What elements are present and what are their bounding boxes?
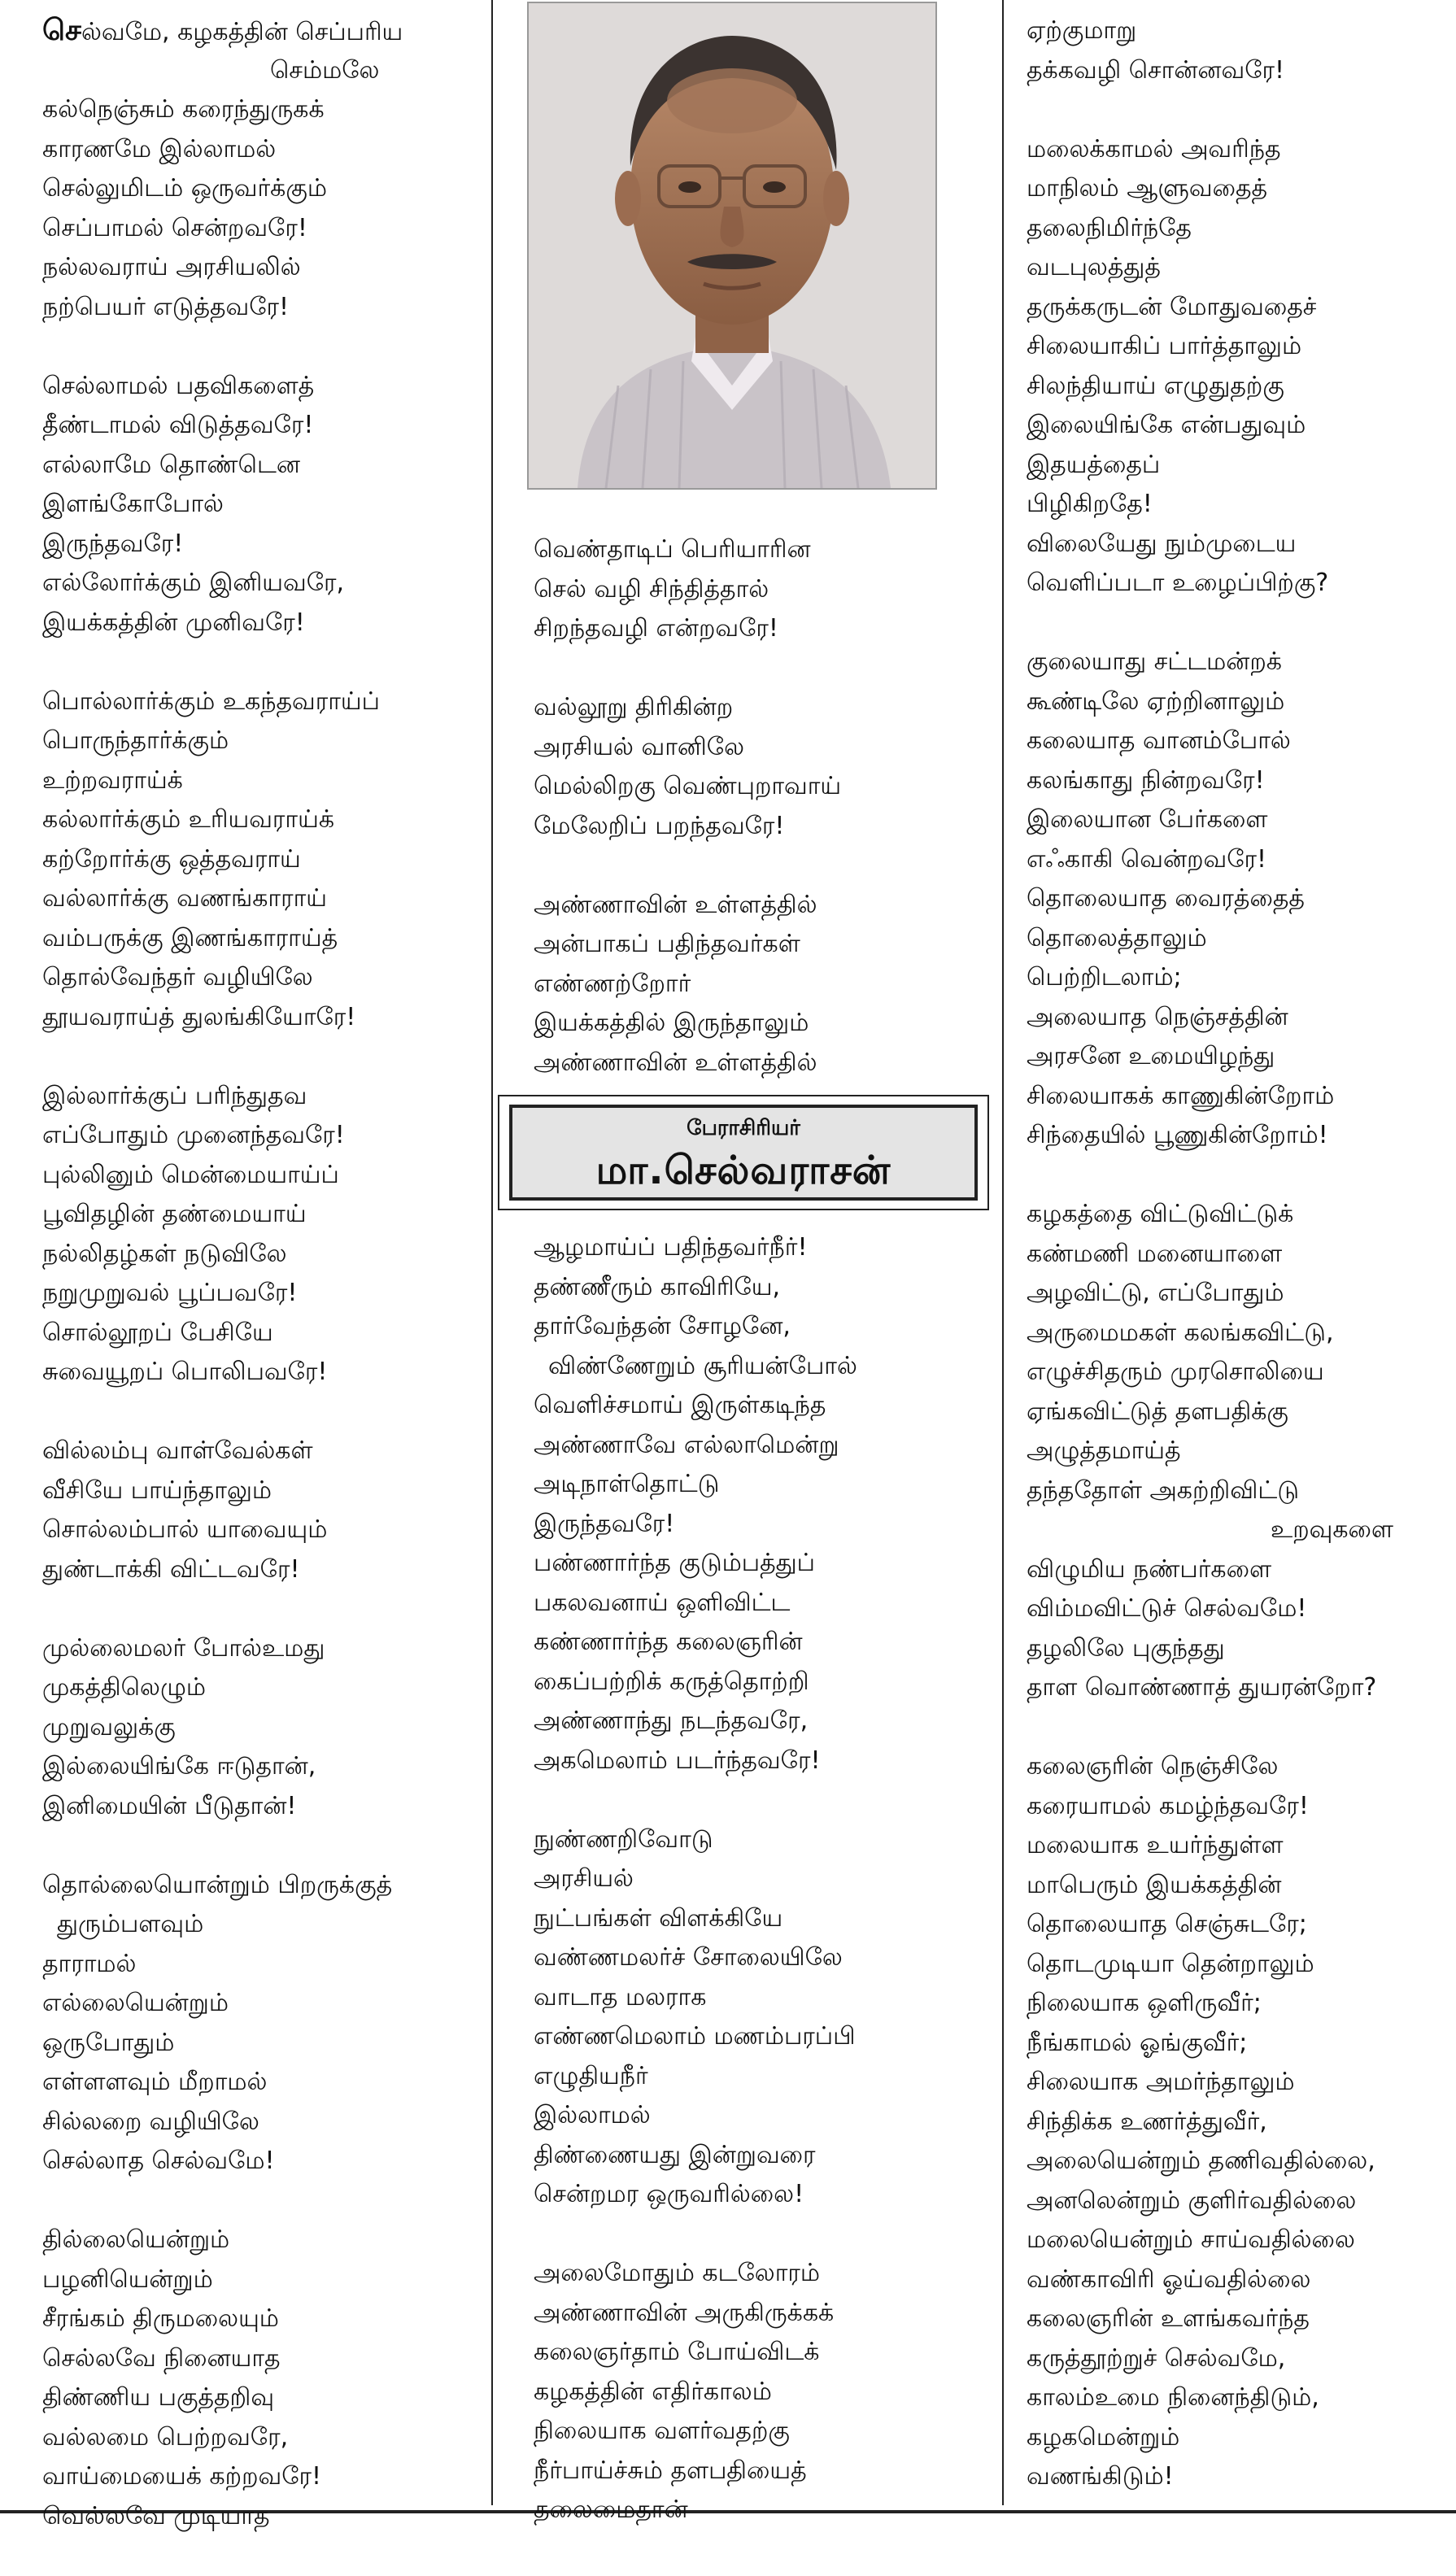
poem-line: நீங்காமல் ஓங்குவீர்;: [1027, 2028, 1248, 2057]
column-divider-right: [1002, 0, 1004, 2505]
poem-line: கலைஞர்தாம் போய்விடக்: [534, 2338, 820, 2366]
poem-line: செப்பாமல் சென்றவரே!: [42, 213, 307, 242]
poem-line: அழவிட்டு, எப்போதும்: [1027, 1279, 1284, 1307]
poem-line: தாராமல்: [42, 1949, 137, 1978]
poem-line: நற்பெயர் எடுத்தவரே!: [42, 292, 290, 321]
poem-line: எழுதியநீர்: [534, 2061, 648, 2090]
poem-line: கைப்பற்றிக் கருத்தொற்றி: [534, 1667, 809, 1696]
poem-line: எல்லையென்றும்: [42, 1989, 229, 2017]
lead-rest: ல்வமே, கழகத்தின் செப்பரிய: [81, 18, 403, 46]
stanza: [1027, 643, 1449, 1156]
poem-line: சீரங்கம் திருமலையும்: [42, 2304, 279, 2333]
poem-line: [42, 11, 482, 51]
poem-line: இயக்கத்தில் இருந்தாலும்: [534, 1009, 809, 1037]
poem-line: வில்லம்பு வாள்வேல்கள்: [42, 1436, 313, 1465]
author-name: மா.செல்வராசன்: [595, 1148, 891, 1193]
stanza: [42, 1077, 482, 1393]
stanza: [534, 688, 973, 846]
poem-line: தழலிலே புகுந்தது: [1027, 1633, 1225, 1663]
poem-line: திண்ணிய பகுத்தறிவு: [42, 2383, 275, 2412]
poem-line: மலையாக உயர்ந்துள்ள: [1027, 1831, 1284, 1859]
poem-line: முறுவலுக்கு: [42, 1712, 176, 1741]
poem-line: கருத்தூற்றுச் செல்வமே,: [1027, 2343, 1286, 2373]
poem-line: வீசியே பாய்ந்தாலும்: [42, 1475, 272, 1505]
poem-line: அரசியல் வானிலே: [534, 732, 744, 761]
poem-line: தொலையாத செஞ்சுடரே;: [1027, 1910, 1307, 1938]
poem-line: இலையான பேர்களை: [1027, 805, 1268, 834]
poem-line: கண்மணி மனையாளை: [1027, 1239, 1283, 1268]
poem-line: அண்ணாவின் உள்ளத்தில்: [534, 890, 817, 919]
poem-line: அனலென்றும் குளிர்வதில்லை: [1027, 2186, 1357, 2215]
poem-line: வண்காவிரி ஓய்வதில்லை: [1027, 2264, 1311, 2294]
poem-line: தில்லையென்றும்: [42, 2225, 230, 2254]
stanza: [1027, 1195, 1449, 1708]
stanza: [42, 367, 482, 643]
poem-line: அகமெலாம் படர்ந்தவரே!: [534, 1746, 821, 1775]
poem-line: வெண்தாடிப் பெரியாரின: [534, 535, 811, 564]
poem-line: இலையிங்கே என்பதுவும்: [1027, 411, 1306, 439]
poem-line: சிந்தையில் பூணுகின்றோம்!: [1027, 1121, 1328, 1149]
stanza: [42, 1629, 482, 1827]
poem-line: தலைநிமிர்ந்தே: [1027, 213, 1192, 242]
poem-line: இருந்தவரே!: [42, 529, 184, 558]
stanza: [42, 11, 482, 327]
stanza: [534, 2254, 973, 2530]
poem-line: தீண்டாமல் விடுத்தவரே!: [42, 411, 314, 439]
poem-line: தார்வேந்தன் சோழனே,: [534, 1312, 791, 1340]
poem-line: உறவுகளை: [1271, 1515, 1393, 1544]
poem-line: எப்போதும் முனைந்தவரே!: [42, 1121, 345, 1149]
poem-line: அரசியல்: [534, 1864, 634, 1893]
poem-line: வடபுலத்துத்: [1027, 253, 1161, 281]
poem-line: கழகத்தை விட்டுவிட்டுக்: [1027, 1200, 1294, 1228]
poem-line: அரசனே உமையிழந்து: [1027, 1042, 1275, 1070]
poem-line: மெல்லிறகு வெண்புறாவாய்: [534, 772, 842, 800]
stanza: [534, 530, 973, 649]
poem-line: சென்றமர ஒருவரில்லை!: [534, 2180, 804, 2208]
poem-line: தூயவராய்த் துலங்கியோரே!: [42, 1002, 356, 1031]
poem-line: கலைஞரின் உளங்கவர்ந்த: [1027, 2304, 1310, 2333]
poem-line: காரணமே இல்லாமல்: [42, 134, 277, 163]
poem-line: கல்லார்க்கும் உரியவராய்க்: [42, 805, 335, 834]
poem-line: பொருந்தார்க்கும்: [42, 726, 229, 755]
poem-line: எல்லாமே தொண்டென: [42, 450, 300, 479]
poem-line: எண்ணற்றோர்: [534, 969, 691, 998]
poem-line: ஆழமாய்ப் பதிந்தவர்நீர்!: [534, 1233, 808, 1262]
poem-line: தண்ணீரும் காவிரியே,: [534, 1272, 781, 1301]
poem-line: வெளிச்சமாய் இருள்கடிந்த: [534, 1391, 826, 1419]
poem-line: கழகத்தின் எதிர்காலம்: [534, 2377, 772, 2406]
poem-line: இல்லையிங்கே ஈடுதான்,: [42, 1752, 316, 1781]
poem-line: விலையேது நும்முடைய: [1027, 529, 1297, 558]
poem-line: பூவிதழின் தண்மையாய்: [42, 1200, 307, 1228]
poem-line: அலையாத நெஞ்சத்தின்: [1027, 1002, 1288, 1031]
poem-line: தொலையாத வைரத்தைத்: [1027, 884, 1305, 913]
poem-line: ஏற்குமாறு: [1027, 16, 1137, 45]
poem-line: தொடமுடியா தென்றாலும்: [1027, 1949, 1314, 1978]
poem-line: பிழிகிறதே!: [1027, 490, 1153, 518]
stanza: [1027, 130, 1449, 604]
poem-line: நிலையாக வளர்வதற்கு: [534, 2417, 790, 2445]
poem-line: செல்லாமல் பதவிகளைத்: [42, 371, 315, 400]
poem-line: அண்ணாவே எல்லாமென்று: [534, 1430, 839, 1459]
poem-line: துரும்பளவும்: [57, 1910, 204, 1938]
poem-line: தாள வொண்ணாத் துயரன்றோ?: [1027, 1673, 1377, 1702]
poem-line: அன்பாகப் பதிந்தவர்கள்: [534, 930, 800, 958]
poem-line: வெளிப்படா உழைப்பிற்கு?: [1027, 569, 1329, 597]
poem-line: சிலையாக அமர்ந்தாலும்: [1027, 2068, 1295, 2096]
poem-line: எண்ணமெலாம் மணம்பரப்பி: [534, 2022, 856, 2051]
poem-line: கலங்காது நின்றவரே!: [1027, 765, 1265, 795]
poem-line: விம்மவிட்டுச் செல்வமே!: [1027, 1594, 1307, 1623]
poem-line: குலையாது சட்டமன்றக்: [1027, 647, 1282, 676]
poem-line: பகலவனாய் ஒளிவிட்ட: [534, 1588, 791, 1617]
poem-line: முகத்திலெழும்: [42, 1673, 207, 1702]
poem-line: எள்ளளவும் மீறாமல்: [42, 2068, 268, 2096]
poem-line: விண்ணேறும் சூரியன்போல்: [548, 1351, 857, 1380]
poem-line: செம்மலே: [270, 55, 380, 85]
poem-line: கழகமென்றும்: [1027, 2422, 1180, 2452]
poem-line: மாபெரும் இயக்கத்தின்: [1027, 1870, 1282, 1899]
poem-line: சுவையூறப் பொலிபவரே!: [42, 1358, 328, 1386]
stanza: [1027, 11, 1449, 90]
poem-line: நல்லவராய் அரசியலில்: [42, 253, 301, 281]
poem-line: இளங்கோபோல்: [42, 490, 224, 518]
poem-line: ஏங்கவிட்டுத் தளபதிக்கு: [1027, 1397, 1288, 1426]
poem-line: கரையாமல் கமழ்ந்தவரே!: [1027, 1791, 1309, 1820]
poem-line: வல்லார்க்கு வணங்காராய்: [42, 884, 327, 913]
poem-line: நீர்பாய்ச்சும் தளபதியைத்: [534, 2456, 807, 2485]
poem-line: அலையென்றும் தணிவதில்லை,: [1027, 2147, 1375, 2175]
poem-line: கண்ணார்ந்த கலைஞரின்: [534, 1628, 803, 1656]
poem-line: இல்லாமல்: [534, 2101, 651, 2129]
poem-line: வெல்லவே முடியாத: [42, 2501, 270, 2530]
stanza: [42, 682, 482, 1038]
poem-line: தருக்கருடன் மோதுவதைச்: [1027, 292, 1317, 321]
poem-line: எழுச்சிதரும் முரசொலியை: [1027, 1358, 1324, 1386]
poem-line: மலையென்றும் சாய்வதில்லை: [1027, 2225, 1355, 2254]
poem-line: தொலைத்தாலும்: [1027, 923, 1207, 952]
poem-line: இல்லார்க்குப் பரிந்துதவ: [42, 1081, 307, 1110]
poem-line: இயக்கத்தின் முனிவரே!: [42, 608, 305, 637]
poem-line: பழனியென்றும்: [42, 2264, 213, 2294]
author-title: பேராசிரியர்: [687, 1116, 800, 1140]
poem-line: அழுத்தமாய்த்: [1027, 1436, 1181, 1465]
poem-line: வாடாத மலராக: [534, 1982, 707, 2012]
portrait-illustration: [529, 3, 935, 488]
poem-line: கற்றோர்க்கு ஒத்தவராய்: [42, 844, 301, 874]
poem-line: இருந்தவரே!: [534, 1509, 675, 1538]
stanza: [534, 1228, 973, 1781]
poem-line: திண்ணையது இன்றுவரை: [534, 2140, 816, 2169]
poem-line: பண்ணார்ந்த குடும்பத்துப்: [534, 1549, 815, 1577]
poem-line: செல்லவே நினையாத: [42, 2343, 281, 2373]
poem-line: முல்லைமலர் போல்உமது: [42, 1633, 325, 1663]
poem-line: அண்ணாவின் அருகிருக்கக்: [534, 2298, 835, 2327]
poem-line: தொல்வேந்தர் வழியிலே: [42, 963, 313, 992]
poem-line: மலைக்காமல் அவரிந்த: [1027, 134, 1281, 163]
poem-line: வம்பருக்கு இணங்காராய்த்: [42, 923, 338, 952]
poem-line: நுட்பங்கள் விளக்கியே: [534, 1903, 783, 1933]
poem-line: அண்ணாவின் உள்ளத்தில்: [534, 1048, 817, 1077]
poem-line: வல்லமை பெற்றவரே,: [42, 2422, 289, 2452]
poem-line: கலையாத வானம்போல்: [1027, 726, 1291, 755]
poem-column-middle-top: [534, 530, 973, 1122]
author-byline-box: [498, 1095, 989, 1210]
poem-line: அண்ணாந்து நடந்தவரே,: [534, 1706, 809, 1735]
poem-column-middle-bottom: [534, 1228, 973, 2569]
poem-line: கூண்டிலே ஏற்றினாலும்: [1027, 686, 1285, 716]
poem-line: தலைமைதான்: [534, 2495, 688, 2524]
poem-line: சொல்லம்பால் யாவையும்: [42, 1515, 328, 1544]
poem-line: எல்லோர்க்கும் இனியவரே,: [42, 569, 345, 597]
stanza: [534, 886, 973, 1083]
poem-line: அடிநாள்தொட்டு: [534, 1470, 720, 1498]
poem-line: அலைமோதும் கடலோரம்: [534, 2259, 821, 2287]
poem-line: அருமைமகள் கலங்கவிட்டு,: [1027, 1318, 1334, 1347]
lead-word: செ: [42, 14, 81, 47]
poem-line: கல்நெஞ்சும் கரைந்துருகக்: [42, 95, 325, 124]
poem-line: சில்லறை வழியிலே: [42, 2107, 259, 2136]
stanza: [534, 1820, 973, 2215]
stanza: [42, 2221, 482, 2536]
poem-line: தந்ததோள் அகற்றிவிட்டு: [1027, 1475, 1299, 1505]
poem-line: வணங்கிடும்!: [1027, 2462, 1174, 2491]
poem-line: மாநிலம் ஆளுவதைத்: [1027, 174, 1268, 203]
poem-line: புல்லினும் மென்மையாய்ப்: [42, 1160, 339, 1189]
poem-line: நறுமுறுவல் பூப்பவரே!: [42, 1279, 298, 1307]
poem-line: செல்லாத செல்வமே!: [42, 2147, 275, 2175]
poem-line: எஃகாகி வென்றவரே!: [1027, 844, 1267, 874]
poem-line: சொல்லூறப் பேசியே: [42, 1318, 273, 1347]
poem-line: சிலையாகிப் பார்த்தாலும்: [1027, 332, 1302, 360]
stanza: [42, 1432, 482, 1589]
poem-line: சிறந்தவழி என்றவரே!: [534, 614, 778, 643]
poem-line: உற்றவராய்க்: [42, 765, 183, 795]
poem-line: இதயத்தைப்: [1027, 450, 1161, 479]
poem-line: செல் வழி சிந்தித்தால்: [534, 574, 769, 604]
poem-line: இனிமையின் பீடுதான்!: [42, 1791, 297, 1820]
poem-line: பெற்றிடலாம்;: [1027, 963, 1182, 992]
poem-line: வாய்மையைக் கற்றவரே!: [42, 2462, 322, 2491]
poem-line: துண்டாக்கி விட்டவரே!: [42, 1554, 300, 1584]
poem-line: நல்லிதழ்கள் நடுவிலே: [42, 1239, 287, 1268]
poem-line: ஒருபோதும்: [42, 2028, 175, 2057]
poem-line: காலம்உமை நினைந்திடும்,: [1027, 2383, 1319, 2412]
author-portrait-photo: [527, 2, 937, 490]
byline-inner: [509, 1105, 978, 1201]
poem-column-left: [42, 11, 482, 2576]
poem-line: வல்லூறு திரிகின்ற: [534, 693, 734, 721]
poem-line: வண்ணமலர்ச் சோலையிலே: [534, 1943, 843, 1972]
stanza: [42, 1866, 482, 2182]
poem-line: சிலையாகக் காணுகின்றோம்: [1027, 1081, 1335, 1110]
stanza: [1027, 1747, 1449, 2497]
poem-line: கலைஞரின் நெஞ்சிலே: [1027, 1752, 1279, 1781]
poem-line: சிலந்தியாய் எழுதுதற்கு: [1027, 371, 1284, 400]
poem-column-right: [1027, 11, 1449, 2536]
poem-line: செல்லுமிடம் ஒருவர்க்கும்: [42, 174, 327, 203]
poem-line: மேலேறிப் பறந்தவரே!: [534, 811, 785, 840]
poem-line: நிலையாக ஒளிருவீர்;: [1027, 1989, 1262, 2017]
poem-line: விழுமிய நண்பர்களை: [1027, 1554, 1272, 1584]
poem-line: நுண்ணறிவோடு: [534, 1824, 713, 1854]
poem-line: தொல்லையொன்றும் பிறருக்குத்: [42, 1870, 393, 1899]
column-divider-left: [491, 0, 493, 2505]
poem-line: தக்கவழி சொன்னவரே!: [1027, 55, 1285, 85]
poem-line: பொல்லார்க்கும் உகந்தவராய்ப்: [42, 686, 380, 716]
poem-line: சிந்திக்க உணர்த்துவீர்,: [1027, 2107, 1267, 2136]
